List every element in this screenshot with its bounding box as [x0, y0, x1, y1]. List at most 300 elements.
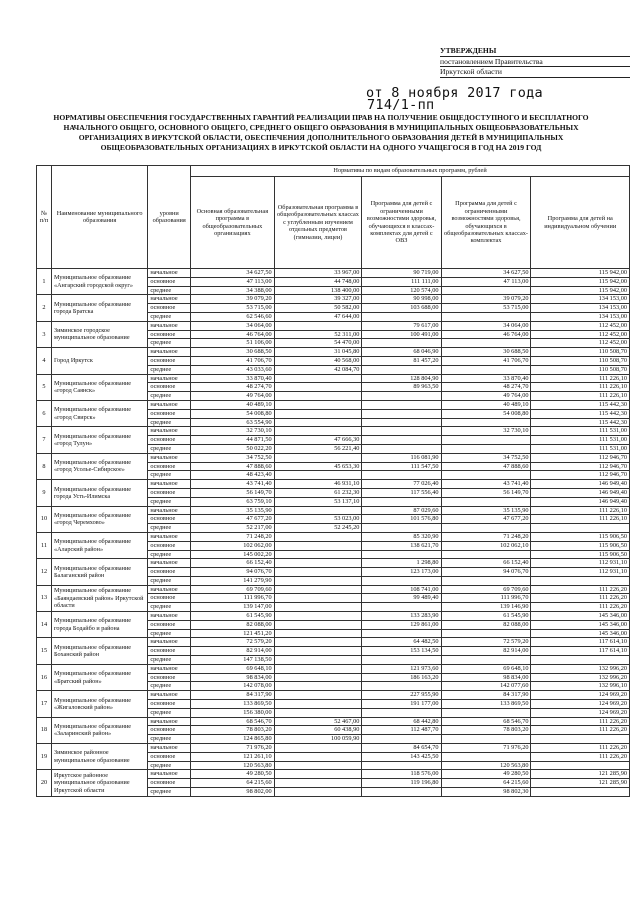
norm-value: 53 715,00	[441, 304, 531, 313]
education-level: основное	[148, 515, 191, 524]
norm-value: 110 508,70	[531, 356, 630, 365]
norm-value	[274, 594, 362, 603]
municipality-name: Муниципальное образование города Братска	[51, 295, 147, 321]
education-level: основное	[148, 673, 191, 682]
norm-value: 85 320,90	[362, 532, 441, 541]
norm-value: 47 666,30	[274, 436, 362, 445]
norm-value	[441, 365, 531, 374]
education-level: начальное	[148, 348, 191, 357]
norm-value: 227 955,90	[362, 691, 441, 700]
municipality-name: Муниципальное образование «город Черемхово»	[51, 506, 147, 532]
header-col-ovz-special: Программа для детей с ограниченными возможностями здоровья, обучающихся в классах-комплектах для детей с ОВЗ	[362, 177, 441, 269]
municipality-name: Муниципальное образование «город Саянск»	[51, 374, 147, 400]
education-level: среднее	[148, 339, 191, 348]
norm-value: 49 764,00	[441, 392, 531, 401]
municipality-name: Муниципальное образование «Ангарский городской округ»	[51, 269, 147, 295]
row-number: 3	[37, 321, 52, 347]
norm-value: 69 709,60	[191, 585, 274, 594]
norm-value: 121 973,60	[362, 664, 441, 673]
norm-value: 56 221,40	[274, 444, 362, 453]
norm-value: 52 311,00	[274, 330, 362, 339]
row-number: 9	[37, 480, 52, 506]
norm-value: 69 648,10	[441, 664, 531, 673]
municipality-name: Муниципальное образование «Баяндаевский район» Иркутской области	[51, 585, 147, 611]
norm-value: 98 834,00	[441, 673, 531, 682]
table-row	[37, 559, 630, 568]
norm-value: 44 871,50	[191, 436, 274, 445]
norm-value: 56 149,70	[191, 488, 274, 497]
education-level: основное	[148, 409, 191, 418]
norm-value	[362, 708, 441, 717]
norm-value: 132 996,20	[531, 673, 630, 682]
norm-value	[274, 691, 362, 700]
norm-value: 72 579,20	[191, 638, 274, 647]
norm-value: 133 283,90	[362, 612, 441, 621]
education-level: среднее	[148, 550, 191, 559]
municipality-name: Муниципальное образование «Жигаловский район»	[51, 691, 147, 717]
table-row	[37, 717, 630, 726]
norm-value: 111 531,00	[531, 444, 630, 453]
norm-value	[362, 365, 441, 374]
norm-value: 124 969,20	[531, 708, 630, 717]
norm-value	[274, 664, 362, 673]
table-row	[37, 295, 630, 304]
norm-value	[362, 444, 441, 453]
row-number: 1	[37, 269, 52, 295]
norm-value: 47 888,60	[441, 462, 531, 471]
table-row	[37, 374, 630, 383]
education-level: среднее	[148, 444, 191, 453]
education-level: начальное	[148, 744, 191, 753]
norm-value: 132 996,20	[531, 664, 630, 673]
norm-value	[274, 788, 362, 797]
norm-value	[441, 444, 531, 453]
norm-value	[274, 471, 362, 480]
table-row	[37, 348, 630, 357]
norm-value	[274, 321, 362, 330]
education-level: начальное	[148, 321, 191, 330]
norm-value: 117 614,10	[531, 647, 630, 656]
norm-value: 64 482,50	[362, 638, 441, 647]
norm-value: 112 946,70	[531, 453, 630, 462]
row-number: 6	[37, 400, 52, 426]
norm-value: 48 274,70	[441, 383, 531, 392]
approval-heading: УТВЕРЖДЕНЫ	[440, 46, 630, 57]
education-level: основное	[148, 330, 191, 339]
municipality-name: Муниципальное образование «город Свирск»	[51, 400, 147, 426]
norm-value	[274, 392, 362, 401]
norm-value: 48 423,40	[191, 471, 274, 480]
education-level: среднее	[148, 656, 191, 665]
norm-value: 141 279,90	[191, 576, 274, 585]
norm-value: 64 215,60	[191, 779, 274, 788]
norm-value: 123 173,00	[362, 568, 441, 577]
norm-value: 139 146,90	[441, 603, 531, 612]
education-level: основное	[148, 356, 191, 365]
municipality-name: Муниципальное образование «город Усолье-Сибирское»	[51, 453, 147, 479]
norm-value: 84 317,90	[441, 691, 531, 700]
education-level: основное	[148, 752, 191, 761]
norm-value: 87 029,60	[362, 506, 441, 515]
education-level: основное	[148, 647, 191, 656]
norm-value: 112 946,70	[531, 471, 630, 480]
norm-value: 119 196,80	[362, 779, 441, 788]
norm-value: 68 442,80	[362, 717, 441, 726]
norm-value: 117 614,10	[531, 638, 630, 647]
norm-value	[274, 761, 362, 770]
education-level: среднее	[148, 629, 191, 638]
norm-value: 153 134,50	[362, 647, 441, 656]
norm-value: 103 688,00	[362, 304, 441, 313]
norm-value: 71 976,20	[191, 744, 274, 753]
norm-value: 145 346,00	[531, 629, 630, 638]
norm-value: 33 870,40	[441, 374, 531, 383]
table-row	[37, 480, 630, 489]
norm-value: 90 998,00	[362, 295, 441, 304]
table-row	[37, 453, 630, 462]
norm-value: 35 135,90	[441, 506, 531, 515]
norm-value: 43 741,40	[441, 480, 531, 489]
education-level: начальное	[148, 480, 191, 489]
norm-value: 100 059,90	[274, 735, 362, 744]
row-number: 5	[37, 374, 52, 400]
norms-table	[36, 165, 630, 797]
norm-value: 48 274,70	[191, 383, 274, 392]
norm-value: 111 226,20	[531, 744, 630, 753]
norm-value	[274, 647, 362, 656]
table-row	[37, 585, 630, 594]
norm-value: 52 245,20	[274, 524, 362, 533]
norm-value: 147 138,50	[191, 656, 274, 665]
header-num: № п/п	[37, 166, 52, 269]
norm-value: 63 554,90	[191, 418, 274, 427]
norm-value: 35 135,90	[191, 506, 274, 515]
norm-value: 110 508,70	[531, 365, 630, 374]
norm-value: 34 752,50	[441, 453, 531, 462]
norm-value: 112 931,10	[531, 559, 630, 568]
norm-value	[274, 409, 362, 418]
norm-value: 66 152,40	[441, 559, 531, 568]
norm-value: 41 706,70	[441, 356, 531, 365]
norm-value: 47 644,00	[274, 312, 362, 321]
norm-value	[362, 550, 441, 559]
education-level: начальное	[148, 374, 191, 383]
norm-value: 145 346,00	[531, 612, 630, 621]
norm-value: 54 008,80	[441, 409, 531, 418]
norm-value: 124 969,20	[531, 700, 630, 709]
norm-value: 98 802,30	[441, 788, 531, 797]
norm-value: 71 976,20	[441, 744, 531, 753]
table-row	[37, 691, 630, 700]
norm-value: 34 627,50	[191, 269, 274, 278]
norm-value: 143 425,50	[362, 752, 441, 761]
table-row	[37, 400, 630, 409]
education-level: основное	[148, 488, 191, 497]
norm-value: 33 870,40	[191, 374, 274, 383]
norm-value	[362, 392, 441, 401]
document-title: НОРМАТИВЫ ОБЕСПЕЧЕНИЯ ГОСУДАРСТВЕННЫХ ГАРАНТИЙ РЕАЛИЗАЦИИ ПРАВ НА ПОЛУЧЕНИЕ ОБЩЕДОСТУПНОГО И БЕСПЛАТНОГО НАЧАЛЬНОГО ОБЩЕГО, ОСНОВНОГО ОБЩЕГО, СРЕДНЕГО ОБЩЕГО ОБРАЗОВАНИЯ В МУНИЦИПАЛЬНЫХ ОБЩЕОБРАЗОВАТЕЛЬНЫХ ОРГАНИЗАЦИЯХ В ИРКУТСКОЙ ОБЛАСТИ, ОБЕСПЕЧЕНИЯ ДОПОЛНИТЕЛЬНОГО ОБРАЗОВАНИЯ ДЕТЕЙ В МУНИЦИПАЛЬНЫХ ОБЩЕОБРАЗОВАТЕЛЬНЫХ ОРГАНИЗАЦИЯХ В ИРКУТСКОЙ ОБЛАСТИ НА ОДНОГО УЧАЩЕГОСЯ В ГОД НА 2019 ГОД	[53, 113, 589, 152]
education-level: основное	[148, 594, 191, 603]
table-body	[37, 269, 630, 797]
education-level: начальное	[148, 295, 191, 304]
header-level: уровни образования	[148, 166, 191, 269]
norm-value	[274, 638, 362, 647]
education-level: среднее	[148, 576, 191, 585]
norm-value: 43 033,60	[191, 365, 274, 374]
norm-value: 47 888,60	[191, 462, 274, 471]
norm-value: 61 545,90	[191, 612, 274, 621]
norm-value	[274, 612, 362, 621]
norm-value	[274, 568, 362, 577]
norm-value	[274, 770, 362, 779]
norm-value: 112 946,70	[531, 462, 630, 471]
norm-value: 61 232,30	[274, 488, 362, 497]
norm-value: 111 226,10	[531, 374, 630, 383]
table-row	[37, 638, 630, 647]
norm-value	[362, 436, 441, 445]
norm-value: 102 062,10	[441, 541, 531, 550]
norm-value: 34 752,50	[191, 453, 274, 462]
row-number: 13	[37, 585, 52, 611]
norm-value	[362, 418, 441, 427]
norm-value: 139 147,00	[191, 603, 274, 612]
norm-value: 146 949,40	[531, 480, 630, 489]
norm-value: 112 452,00	[531, 321, 630, 330]
norm-value: 112 452,00	[531, 339, 630, 348]
education-level: начальное	[148, 532, 191, 541]
norm-value: 54 470,00	[274, 339, 362, 348]
norm-value	[441, 735, 531, 744]
norm-value	[362, 761, 441, 770]
education-level: начальное	[148, 612, 191, 621]
norm-value	[274, 682, 362, 691]
norm-value: 44 748,00	[274, 277, 362, 286]
norm-value: 79 617,00	[362, 321, 441, 330]
norm-value: 115 442,30	[531, 409, 630, 418]
education-level: среднее	[148, 735, 191, 744]
header-col-advanced: Образовательная программа в общеобразовательных классах с углубленным изучением отдельных предметов (гимназии, лицеи)	[274, 177, 362, 269]
row-number: 2	[37, 295, 52, 321]
norm-value: 62 546,60	[191, 312, 274, 321]
education-level: среднее	[148, 286, 191, 295]
education-level: основное	[148, 383, 191, 392]
norm-value: 71 248,20	[191, 532, 274, 541]
norm-value: 115 942,00	[531, 286, 630, 295]
norm-value: 61 545,90	[441, 612, 531, 621]
norm-value: 146 949,40	[531, 497, 630, 506]
norm-value: 111 226,10	[531, 392, 630, 401]
table-row	[37, 664, 630, 673]
municipality-name: Муниципальное образование Боханский район	[51, 638, 147, 664]
norm-value: 115 942,00	[531, 269, 630, 278]
norm-value: 129 861,00	[362, 620, 441, 629]
norm-value: 102 062,00	[191, 541, 274, 550]
norm-value: 56 149,70	[441, 488, 531, 497]
norm-value: 34 627,50	[441, 269, 531, 278]
norm-value	[362, 400, 441, 409]
norm-value: 115 906,50	[531, 541, 630, 550]
norm-value: 46 764,00	[191, 330, 274, 339]
row-number: 18	[37, 717, 52, 743]
row-number: 10	[37, 506, 52, 532]
norm-value: 111 226,10	[531, 506, 630, 515]
norm-value: 49 280,50	[191, 770, 274, 779]
norm-value	[362, 497, 441, 506]
norm-value: 111 226,20	[531, 585, 630, 594]
education-level: основное	[148, 436, 191, 445]
norm-value: 68 546,70	[191, 717, 274, 726]
norm-value: 47 113,00	[441, 277, 531, 286]
norm-value: 1 298,80	[362, 559, 441, 568]
education-level: среднее	[148, 418, 191, 427]
education-level: начальное	[148, 717, 191, 726]
education-level: основное	[148, 541, 191, 550]
education-level: основное	[148, 568, 191, 577]
norm-value: 191 177,00	[362, 700, 441, 709]
norm-value: 52 467,00	[274, 717, 362, 726]
norm-value	[362, 312, 441, 321]
row-number: 20	[37, 770, 52, 796]
norm-value: 34 388,00	[191, 286, 274, 295]
table-row	[37, 321, 630, 330]
education-level: основное	[148, 620, 191, 629]
norm-value: 133 869,50	[441, 700, 531, 709]
municipality-name: Муниципальное образование «Аларский район»	[51, 532, 147, 558]
norm-value: 81 457,20	[362, 356, 441, 365]
norm-value: 124 865,80	[191, 735, 274, 744]
norm-value: 60 438,90	[274, 726, 362, 735]
norm-value: 47 677,20	[441, 515, 531, 524]
norm-value: 133 869,50	[191, 700, 274, 709]
approval-line-1: постановлением Правительства	[440, 57, 630, 68]
norm-value: 52 217,00	[191, 524, 274, 533]
norm-value	[531, 524, 630, 533]
norm-value: 84 654,70	[362, 744, 441, 753]
norm-value: 186 163,20	[362, 673, 441, 682]
norm-value: 110 508,70	[531, 348, 630, 357]
table-row	[37, 269, 630, 278]
norm-value	[274, 400, 362, 409]
row-number: 7	[37, 427, 52, 453]
row-number: 14	[37, 612, 52, 638]
education-level: основное	[148, 304, 191, 313]
norm-value: 50 582,00	[274, 304, 362, 313]
norm-value: 72 579,20	[441, 638, 531, 647]
norm-value: 118 576,00	[362, 770, 441, 779]
norm-value	[274, 629, 362, 638]
norm-value: 34 064,00	[441, 321, 531, 330]
norm-value	[362, 603, 441, 612]
norm-value: 53 137,10	[274, 497, 362, 506]
norm-value	[531, 576, 630, 585]
norm-value: 156 380,00	[191, 708, 274, 717]
row-number: 12	[37, 559, 52, 585]
education-level: начальное	[148, 269, 191, 278]
norm-value: 63 759,10	[191, 497, 274, 506]
norm-value: 124 969,20	[531, 691, 630, 700]
norm-value: 84 317,90	[191, 691, 274, 700]
norm-value: 69 709,60	[441, 585, 531, 594]
norm-value: 98 834,00	[191, 673, 274, 682]
norm-value: 115 942,00	[531, 277, 630, 286]
norm-value: 82 088,00	[441, 620, 531, 629]
education-level: начальное	[148, 691, 191, 700]
norm-value: 116 081,90	[362, 453, 441, 462]
norm-value	[531, 735, 630, 744]
header-group: Нормативы по видам образовательных программ, рублей	[191, 166, 630, 177]
norm-value	[441, 312, 531, 321]
norm-value: 111 996,70	[441, 594, 531, 603]
approval-line-2: Иркутской области	[440, 67, 630, 78]
norm-value: 101 576,80	[362, 515, 441, 524]
norm-value	[441, 418, 531, 427]
municipality-name: Муниципальное образование «город Тулун»	[51, 427, 147, 453]
norm-value: 31 045,80	[274, 348, 362, 357]
norm-value	[362, 576, 441, 585]
norm-value: 138 621,70	[362, 541, 441, 550]
norm-value	[441, 286, 531, 295]
norm-value	[274, 576, 362, 585]
education-level: основное	[148, 462, 191, 471]
norm-value: 128 804,90	[362, 374, 441, 383]
education-level: начальное	[148, 400, 191, 409]
municipality-name: Муниципальное образование города Бодайбо и района	[51, 612, 147, 638]
norm-value: 78 803,20	[441, 726, 531, 735]
norm-value: 111 226,20	[531, 726, 630, 735]
norm-value	[274, 620, 362, 629]
norm-value: 120 574,00	[362, 286, 441, 295]
norm-value: 98 802,00	[191, 788, 274, 797]
norm-value	[274, 506, 362, 515]
header-col-individual: Программа для детей на индивидуальном обучении	[531, 177, 630, 269]
norm-value: 120 563,80	[441, 761, 531, 770]
norm-value: 71 248,20	[441, 532, 531, 541]
norm-value	[531, 761, 630, 770]
norm-value: 115 442,30	[531, 400, 630, 409]
norm-value	[362, 629, 441, 638]
norm-value	[362, 524, 441, 533]
norm-value: 142 078,00	[191, 682, 274, 691]
norm-value: 112 931,10	[531, 568, 630, 577]
norm-value	[362, 735, 441, 744]
norm-value: 111 996,70	[191, 594, 274, 603]
education-level: основное	[148, 700, 191, 709]
norm-value: 78 803,20	[191, 726, 274, 735]
norm-value: 47 677,20	[191, 515, 274, 524]
norm-value: 33 967,00	[274, 269, 362, 278]
norm-value: 46 931,10	[274, 480, 362, 489]
norm-value: 32 730,10	[191, 427, 274, 436]
norm-value	[531, 788, 630, 797]
norm-value: 42 084,70	[274, 365, 362, 374]
norm-value: 111 226,10	[531, 383, 630, 392]
norm-value: 145 002,20	[191, 550, 274, 559]
education-level: среднее	[148, 471, 191, 480]
norm-value	[274, 418, 362, 427]
municipality-name: Иркутское районное муниципальное образование Иркутской области	[51, 770, 147, 796]
norm-value	[274, 559, 362, 568]
norm-value	[274, 585, 362, 594]
education-level: начальное	[148, 585, 191, 594]
row-number: 17	[37, 691, 52, 717]
norm-value	[441, 656, 531, 665]
norm-value	[441, 550, 531, 559]
norm-value: 146 949,40	[531, 488, 630, 497]
norm-value	[362, 339, 441, 348]
norm-value: 34 064,00	[191, 321, 274, 330]
norm-value	[274, 700, 362, 709]
norm-value: 134 153,00	[531, 312, 630, 321]
